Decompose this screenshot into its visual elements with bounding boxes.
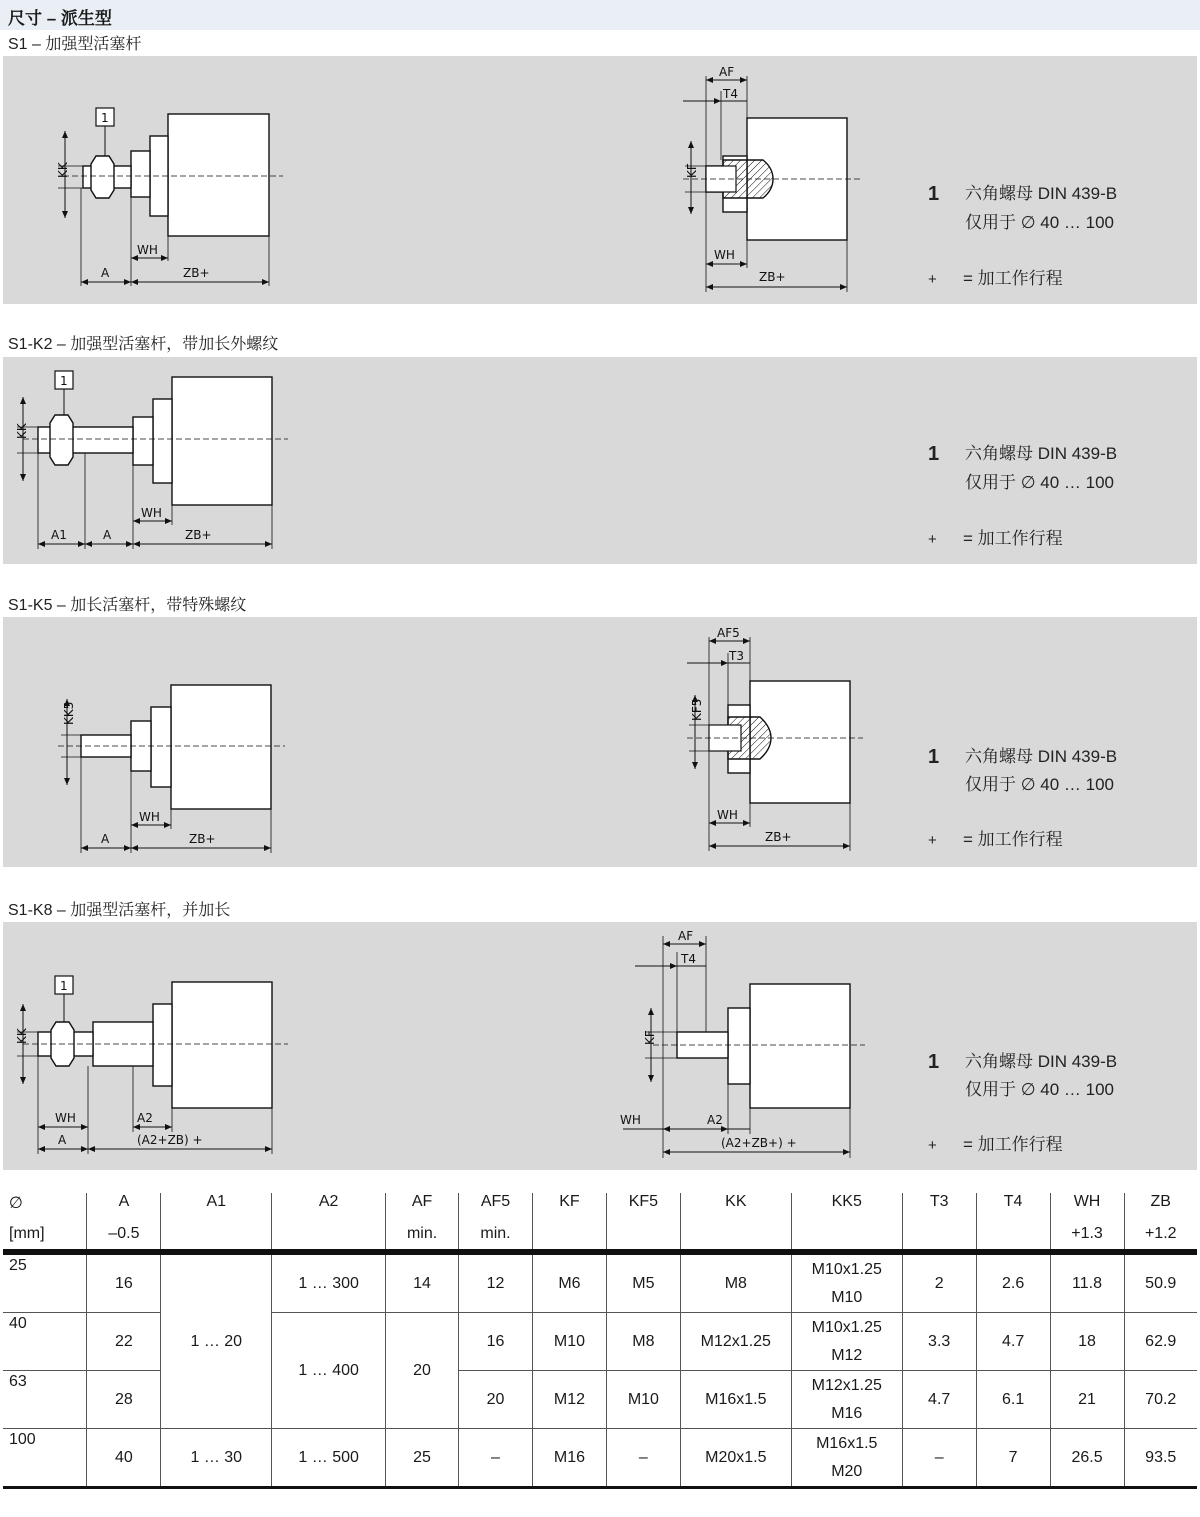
dim-kk-s1-k2: KK [15, 423, 29, 439]
cell-a2: 1 … 400 [272, 1313, 386, 1429]
table-header-row [3, 1193, 1197, 1221]
sub-header-t3 [902, 1221, 976, 1252]
cell-kf5: M10 [606, 1371, 680, 1429]
dim-af5-s1-k5: AF5 [717, 626, 740, 640]
table-row [3, 1429, 1197, 1488]
legend-plus-s1-k5: + [928, 832, 937, 849]
cell-wh: 18 [1050, 1313, 1124, 1371]
cell-kk: M16x1.5 [680, 1371, 791, 1429]
dim-a2zb-right-s1-k8: (A2+ZB+) + [721, 1136, 797, 1150]
dim-a-s1-k2: A [103, 528, 112, 542]
legend-num-s1-k2: 1 [928, 443, 940, 465]
cell-kf5: – [606, 1429, 680, 1488]
page-title: 尺寸 – 派生型 [8, 9, 112, 28]
cell-dia: 25 [3, 1252, 87, 1313]
cell-kf: M16 [532, 1429, 606, 1488]
cell-t3: 4.7 [902, 1371, 976, 1429]
legend-plus-text-s1-k2: = 加工作行程 [963, 529, 1063, 548]
dim-a2-right-s1-k8: A2 [707, 1113, 723, 1127]
legend-plus-s1-k8: + [928, 1137, 937, 1154]
cell-t4: 2.6 [976, 1252, 1050, 1313]
dim-zb-right-s1: ZB+ [759, 270, 786, 284]
cell-kk5 [791, 1429, 902, 1488]
col-header-t4: T4 [976, 1193, 1050, 1221]
dim-af-s1-k8: AF [678, 929, 694, 943]
cylinder-left-s1-k8 [38, 982, 272, 1108]
cell-kf: M10 [532, 1313, 606, 1371]
callout-1-label-s1-k2: 1 [60, 374, 68, 388]
dim-wh-right-s1-k5: WH [717, 808, 738, 822]
sub-header-a1 [161, 1221, 272, 1252]
sub-header-kk [680, 1221, 791, 1252]
cell-kk5-line1: M12x1.25 [811, 1376, 882, 1394]
cell-a: 40 [87, 1429, 161, 1488]
dim-a1-s1-k2: A1 [51, 528, 67, 542]
col-header-af5: AF5 [459, 1193, 533, 1221]
dim-kk5-s1-k5: KK5 [62, 701, 76, 725]
cell-t3: 3.3 [902, 1313, 976, 1371]
legend-line1-s1-k2: 六角螺母 DIN 439-B [965, 444, 1118, 463]
legend-num-s1-k8: 1 [928, 1051, 940, 1073]
panel-s1-k2 [3, 357, 1197, 564]
col-header-kf5: KF5 [606, 1193, 680, 1221]
callout-1-label-s1: 1 [101, 111, 109, 125]
cylinder-s1-k2 [38, 377, 272, 505]
col-header-af: AF [386, 1193, 459, 1221]
cell-dia: 100 [3, 1429, 87, 1488]
col-header-kf: KF [532, 1193, 606, 1221]
dim-zb-s1-k2: ZB+ [185, 528, 212, 542]
sub-header-t4 [976, 1221, 1050, 1252]
legend-num-s1: 1 [928, 183, 940, 205]
section-heading-s1-k8: S1-K8 – 加强型活塞杆，并加长 [8, 902, 231, 919]
cell-kk5-line2: M10 [831, 1288, 863, 1306]
dim-wh-left-s1-k5: WH [139, 810, 160, 824]
col-header-wh: WH [1050, 1193, 1124, 1221]
cell-kk: M12x1.25 [680, 1313, 791, 1371]
cell-t4: 7 [976, 1429, 1050, 1488]
cell-af5: 12 [459, 1252, 533, 1313]
cell-kk5-line1: M16x1.5 [816, 1434, 878, 1452]
col-header-a1: A1 [161, 1193, 272, 1221]
dim-a-s1-k8: A [58, 1133, 67, 1147]
section-heading-s1: S1 – 加强型活塞杆 [8, 36, 142, 53]
cell-wh: 26.5 [1050, 1429, 1124, 1488]
cell-kk5-line1: M10x1.25 [811, 1260, 882, 1278]
col-header-dia: ∅ [3, 1193, 87, 1221]
sub-header-af5: min. [459, 1221, 533, 1252]
legend-line1-s1-k8: 六角螺母 DIN 439-B [965, 1052, 1118, 1071]
dim-wh-left-s1-k8: WH [55, 1111, 76, 1125]
dim-kf-s1: KF [685, 163, 699, 178]
cell-a2: 1 … 300 [272, 1252, 386, 1313]
cell-kk5-line1: M10x1.25 [811, 1318, 882, 1336]
cell-a1: 1 … 20 [161, 1252, 272, 1429]
legend-line2-s1-k5: 仅用于 ∅ 40 … 100 [965, 775, 1114, 794]
dim-kf-s1-k8: KF [643, 1030, 657, 1045]
col-header-kk5: KK5 [791, 1193, 902, 1221]
legend-plus-text-s1-k8: = 加工作行程 [963, 1135, 1063, 1154]
legend-plus-s1-k2: + [928, 531, 937, 548]
legend-plus-s1: + [928, 271, 937, 288]
cell-kk: M8 [680, 1252, 791, 1313]
cell-t4: 6.1 [976, 1371, 1050, 1429]
sub-header-a: –0.5 [87, 1221, 161, 1252]
dim-a-s1-k5: A [101, 832, 110, 846]
dim-af-s1: AF [719, 65, 735, 79]
legend-line1-s1: 六角螺母 DIN 439-B [965, 184, 1118, 203]
dim-kf5-s1-k5: KF5 [690, 698, 704, 721]
cell-af: 25 [386, 1429, 459, 1488]
cylinder-right-s1-k5 [728, 681, 850, 803]
table-subheader-row [3, 1221, 1197, 1252]
cell-a: 22 [87, 1313, 161, 1371]
dim-a2-left-s1-k8: A2 [137, 1111, 153, 1125]
cell-zb: 93.5 [1124, 1429, 1197, 1488]
cell-kf5: M5 [606, 1252, 680, 1313]
cell-a: 28 [87, 1371, 161, 1429]
cell-zb: 70.2 [1124, 1371, 1197, 1429]
section-heading-s1-k5: S1-K5 – 加长活塞杆，带特殊螺纹 [8, 597, 247, 614]
cell-t4: 4.7 [976, 1313, 1050, 1371]
sub-header-af: min. [386, 1221, 459, 1252]
sub-header-unit: [mm] [3, 1221, 87, 1252]
sub-header-zb: +1.2 [1124, 1221, 1197, 1252]
sub-header-wh: +1.3 [1050, 1221, 1124, 1252]
cell-kf5: M8 [606, 1313, 680, 1371]
dim-kk-s1-k8: KK [15, 1028, 29, 1044]
cell-wh: 21 [1050, 1371, 1124, 1429]
cell-a2: 1 … 500 [272, 1429, 386, 1488]
sub-header-kk5 [791, 1221, 902, 1252]
dimensions-table [3, 1193, 1197, 1489]
title-bar [0, 0, 1200, 30]
col-header-zb: ZB [1150, 1193, 1171, 1210]
cell-kf: M6 [532, 1252, 606, 1313]
legend-plus-text-s1-k5: = 加工作行程 [963, 830, 1063, 849]
dim-wh-right-s1: WH [714, 248, 735, 262]
cell-kk5 [791, 1252, 902, 1313]
cell-kk5-line2: M16 [831, 1404, 863, 1422]
legend-plus-text-s1: = 加工作行程 [963, 269, 1063, 288]
legend-line2-s1: 仅用于 ∅ 40 … 100 [965, 213, 1114, 232]
cell-dia: 40 [3, 1313, 87, 1371]
cylinder-left-s1-k5 [81, 685, 271, 809]
sub-header-kf5 [606, 1221, 680, 1252]
panel-s1-k5 [3, 617, 1197, 867]
cell-wh: 11.8 [1050, 1252, 1124, 1313]
dim-wh-s1-k2: WH [141, 506, 162, 520]
dim-wh-left-s1: WH [137, 243, 158, 257]
dim-zb-left-s1: ZB+ [183, 266, 210, 280]
dim-zb-right-s1-k5: ZB+ [765, 830, 792, 844]
dim-zb-left-s1-k5: ZB+ [189, 832, 216, 846]
dim-wh-right-s1-k8: WH [620, 1113, 641, 1127]
col-header-a: A [87, 1193, 161, 1221]
cell-zb: 62.9 [1124, 1313, 1197, 1371]
panel-s1-k8 [3, 922, 1197, 1170]
cell-dia: 63 [3, 1371, 87, 1429]
table-row [3, 1252, 1197, 1313]
cell-kk: M20x1.5 [680, 1429, 791, 1488]
legend-line1-s1-k5: 六角螺母 DIN 439-B [965, 747, 1118, 766]
cell-kk5-line2: M20 [831, 1462, 863, 1480]
cell-a1: 1 … 30 [161, 1429, 272, 1488]
dim-t4-s1: T4 [723, 87, 738, 101]
callout-1-label-s1-k8: 1 [60, 979, 68, 993]
cell-a: 16 [87, 1252, 161, 1313]
cell-af5: 20 [459, 1371, 533, 1429]
cell-kk5 [791, 1313, 902, 1371]
cell-kf: M12 [532, 1371, 606, 1429]
cell-af5: 16 [459, 1313, 533, 1371]
cell-t3: 2 [902, 1252, 976, 1313]
cell-af: 20 [386, 1313, 459, 1429]
col-header-a2: A2 [272, 1193, 386, 1221]
cell-af: 14 [386, 1252, 459, 1313]
cell-t3: – [902, 1429, 976, 1488]
col-header-t3: T3 [902, 1193, 976, 1221]
legend-num-s1-k5: 1 [928, 746, 940, 768]
cell-kk5-line2: M12 [831, 1346, 863, 1364]
legend-line2-s1-k8: 仅用于 ∅ 40 … 100 [965, 1080, 1114, 1099]
dim-a2zb-left-s1-k8: (A2+ZB) + [137, 1133, 203, 1147]
cell-kk5 [791, 1371, 902, 1429]
sub-header-a2 [272, 1221, 386, 1252]
legend-line2-s1-k2: 仅用于 ∅ 40 … 100 [965, 473, 1114, 492]
dim-t3-s1-k5: T3 [729, 649, 744, 663]
cell-af5: – [459, 1429, 533, 1488]
cylinder-left-s1 [83, 114, 269, 236]
col-header-kk: KK [680, 1193, 791, 1221]
cylinder-right-s1-k8 [677, 984, 850, 1108]
panel-s1 [3, 56, 1197, 304]
section-heading-s1-k2: S1-K2 – 加强型活塞杆，带加长外螺纹 [8, 336, 279, 353]
dim-a-s1: A [101, 266, 110, 280]
sub-header-kf [532, 1221, 606, 1252]
dim-t4-s1-k8: T4 [681, 952, 696, 966]
cell-zb: 50.9 [1124, 1252, 1197, 1313]
dim-kk-s1: KK [56, 162, 70, 178]
